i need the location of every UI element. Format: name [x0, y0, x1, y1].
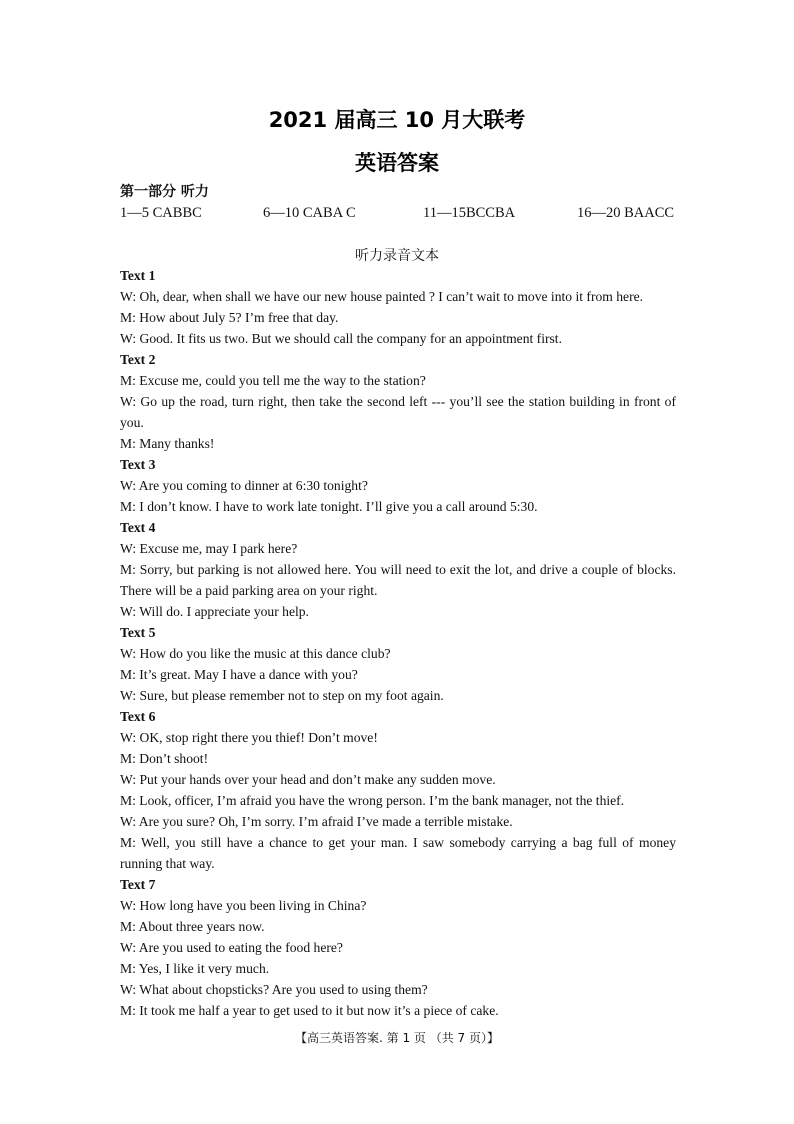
- dialogue-line: M: Don’t shoot!: [120, 751, 209, 766]
- section-heading-listening: 第一部分 听力: [120, 184, 209, 200]
- dialogue-line: M: Look, officer, I’m afraid you have the wrong person. I’m the bank manager, not the thief.: [120, 793, 625, 808]
- dialogue-line: M: Yes, I like it very much.: [120, 961, 270, 976]
- page-subtitle: 英语答案: [355, 151, 439, 175]
- text-heading: Text 1: [120, 268, 156, 283]
- text-heading: Text 6: [120, 709, 156, 724]
- answer-group: 6—10 CABA C: [263, 205, 356, 221]
- dialogue-line: M: It’s great. May I have a dance with you?: [120, 667, 358, 682]
- answer-group: 11—15BCCBA: [423, 205, 516, 221]
- dialogue-line: M: Excuse me, could you tell me the way to the station?: [120, 373, 426, 388]
- transcript-heading: 听力录音文本: [355, 248, 439, 264]
- page-footer: 【高三英语答案. 第 1 页 （共 7 页）】: [295, 1031, 499, 1045]
- dialogue-line: W: OK, stop right there you thief! Don’t move!: [120, 730, 378, 745]
- dialogue-line: W: Sure, but please remember not to step on my foot again.: [120, 688, 444, 703]
- dialogue-line: M: I don’t know. I have to work late tonight. I’ll give you a call around 5:30.: [120, 499, 538, 514]
- dialogue-line: W: How long have you been living in China?: [120, 898, 367, 913]
- text-heading: Text 2: [120, 352, 156, 367]
- page-title: 2021 届高三 10 月大联考: [268, 108, 526, 132]
- text-heading: Text 3: [120, 457, 156, 472]
- dialogue-line: W: What about chopsticks? Are you used to using them?: [120, 982, 428, 997]
- text-heading: Text 4: [120, 520, 156, 535]
- dialogue-line: W: Go up the road, turn right, then take the second left --- you’ll see the station building in front of you.: [120, 394, 676, 430]
- text-heading: Text 5: [120, 625, 156, 640]
- dialogue-line: M: Sorry, but parking is not allowed here. You will need to exit the lot, and drive a couple of blocks. There will be a paid parking area on your right.: [120, 562, 676, 598]
- dialogue-line: W: Good. It fits us two. But we should call the company for an appointment first.: [120, 331, 562, 346]
- answer-group: 1—5 CABBC: [120, 205, 202, 221]
- transcript-body: [120, 265, 676, 1021]
- dialogue-line: W: Will do. I appreciate your help.: [120, 604, 309, 619]
- dialogue-line: M: Well, you still have a chance to get your man. I saw somebody carrying a bag full of money running that way.: [120, 835, 676, 871]
- dialogue-line: W: Put your hands over your head and don’t make any sudden move.: [120, 772, 496, 787]
- dialogue-line: M: It took me half a year to get used to it but now it’s a piece of cake.: [120, 1003, 499, 1018]
- dialogue-line: M: Many thanks!: [120, 436, 215, 451]
- dialogue-line: W: Are you used to eating the food here?: [120, 940, 343, 955]
- dialogue-line: W: Oh, dear, when shall we have our new house painted ? I can’t wait to move into it from here.: [120, 289, 644, 304]
- dialogue-line: M: How about July 5? I’m free that day.: [120, 310, 339, 325]
- dialogue-line: W: How do you like the music at this dance club?: [120, 646, 391, 661]
- dialogue-line: W: Are you sure? Oh, I’m sorry. I’m afraid I’ve made a terrible mistake.: [120, 814, 513, 829]
- text-heading: Text 7: [120, 877, 156, 892]
- dialogue-line: M: About three years now.: [120, 919, 265, 934]
- answer-group: 16—20 BAACC: [577, 205, 675, 221]
- dialogue-line: W: Excuse me, may I park here?: [120, 541, 298, 556]
- dialogue-line: W: Are you coming to dinner at 6:30 tonight?: [120, 478, 368, 493]
